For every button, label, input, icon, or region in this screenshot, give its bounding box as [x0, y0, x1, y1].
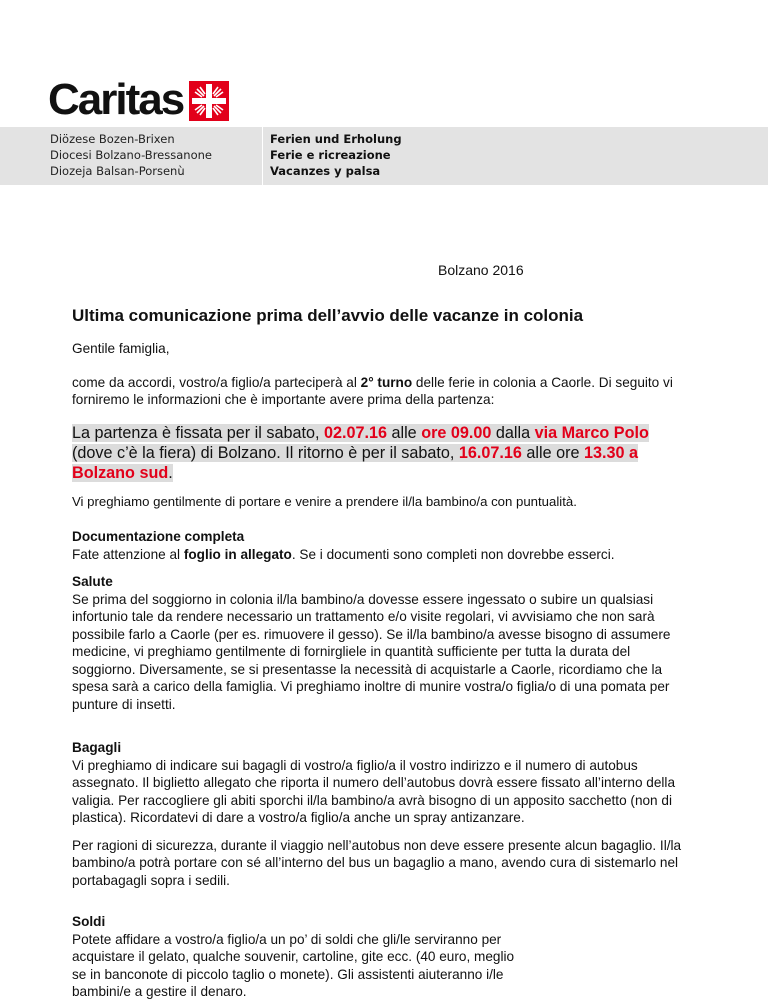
section-luggage — [72, 739, 682, 889]
departure-text-6: . — [168, 463, 173, 482]
caritas-logo — [48, 75, 229, 124]
header-divider — [262, 127, 263, 185]
departure-place: via Marco Polo — [534, 423, 649, 442]
departure-paragraph — [72, 424, 649, 482]
return-date: 16.07.16 — [458, 443, 522, 462]
logo-text: Caritas — [48, 75, 184, 124]
service-names — [270, 131, 402, 179]
punctuality-note: Vi preghiamo gentilmente di portare e venire a prendere il/la bambino/a con puntualità. — [72, 493, 577, 509]
diocese-lad: Diozeja Balsan-Porsenù — [50, 164, 185, 178]
departure-text-1: La partenza è fissata per il sabato, — [72, 423, 324, 442]
service-lad: Vacanzes y palsa — [270, 164, 381, 178]
documents-text-c: . Se i documenti sono completi non dovrebbe esserci. — [291, 546, 615, 562]
departure-date: 02.07.16 — [323, 423, 387, 442]
document-date: Bolzano 2016 — [438, 262, 524, 278]
section-money — [72, 913, 522, 1001]
diocese-it: Diocesi Bolzano-Bressanone — [50, 148, 212, 162]
caritas-flame-cross-icon — [189, 81, 229, 121]
money-heading: Soldi — [72, 914, 106, 929]
intro-text-c: delle ferie in colonia a Caorle. Di seguito vi forniremo le informazioni che è importante avere prima della partenza: — [72, 374, 673, 407]
document-title: Ultima comunicazione prima dell’avvio delle vacanze in colonia — [72, 306, 584, 325]
departure-text-2: alle — [386, 423, 422, 442]
document-body — [72, 340, 682, 1001]
luggage-text-1: Vi preghiamo di indicare sui bagagli di vostro/a figlio/a il vostro indirizzo e il numero di autobus assegnato. Il biglietto allegato che riporta il numero dell’autobus dovrà essere fissato all’interno della valigia. Per raccogliere gli abiti sporchi il/la bambino/a avrà bisogno di un apposito sacchetto (non di plastica). Ricordatevi di dare a vostro/a figlio/a anche un spray antizanzare. — [72, 757, 676, 825]
money-text: Potete affidare a vostro/a figlio/a un po’ di soldi che gli/le serviranno per acquistare il gelato, qualche souvenir, cartoline, gite ecc. (40 euro, meglio se in banconote di piccolo taglio o monete). Gli assistenti aiuteranno i/le bambini/e a gestire il denaro. — [72, 931, 515, 999]
section-documents — [72, 528, 682, 563]
luggage-text-2: Per ragioni di sicurezza, durante il viaggio nell’autobus non deve essere presente alcun bagaglio. Il/la bambino/a potrà portare con sé all’interno del bus un bagaglio a mano, avendo cura di sistemarlo nel portabagagli sopra i sedili. — [72, 837, 682, 888]
documents-attachment: foglio in allegato — [183, 546, 292, 562]
intro-text-a: come da accordi, vostro/a figlio/a parteciperà al — [72, 374, 361, 390]
documents-heading: Documentazione completa — [72, 529, 245, 544]
departure-text-5: alle ore — [521, 443, 585, 462]
return-time-place: 13.30 a Bolzano sud — [72, 443, 639, 482]
section-health — [72, 573, 682, 713]
turn-number: 2° turno — [360, 374, 413, 390]
departure-time: ore 09.00 — [421, 423, 492, 442]
diocese-de: Diözese Bozen-Brixen — [50, 132, 175, 146]
departure-box — [72, 423, 680, 483]
health-heading: Salute — [72, 574, 113, 589]
diocese-names — [50, 131, 212, 179]
documents-text-a: Fate attenzione al — [72, 546, 184, 562]
greeting: Gentile famiglia, — [72, 341, 170, 356]
departure-text-3: dalla — [491, 423, 535, 442]
intro-paragraph — [72, 374, 682, 409]
service-de: Ferien und Erholung — [270, 132, 402, 146]
departure-text-4: (dove c’è la fiera) di Bolzano. Il ritorno è per il sabato, — [72, 443, 459, 462]
documents-text — [72, 546, 682, 564]
luggage-heading: Bagagli — [72, 740, 122, 755]
health-text: Se prima del soggiorno in colonia il/la bambino/a dovesse essere ingessato o subire un qualsiasi infortunio tale da rendere necessario un trattamento e/o visite regolari, vi avvisiamo che non sarà possibile farlo a Caorle (per es. rimuovere il gesso). Se il/la bambino/a avesse bisogno di assumere medicine, vi preghiamo gentilmente di fornirgliele in quantità sufficiente per tutta la durata del soggiorno. Diversamente, se si presentasse la necessità di acquistarle a Caorle, ricordiamo che la spesa sarà a carico della famiglia. Vi preghiamo inoltre di munire vostra/o figlia/o di una pomata per punture di insetti. — [72, 591, 671, 712]
service-it: Ferie e ricreazione — [270, 148, 391, 162]
